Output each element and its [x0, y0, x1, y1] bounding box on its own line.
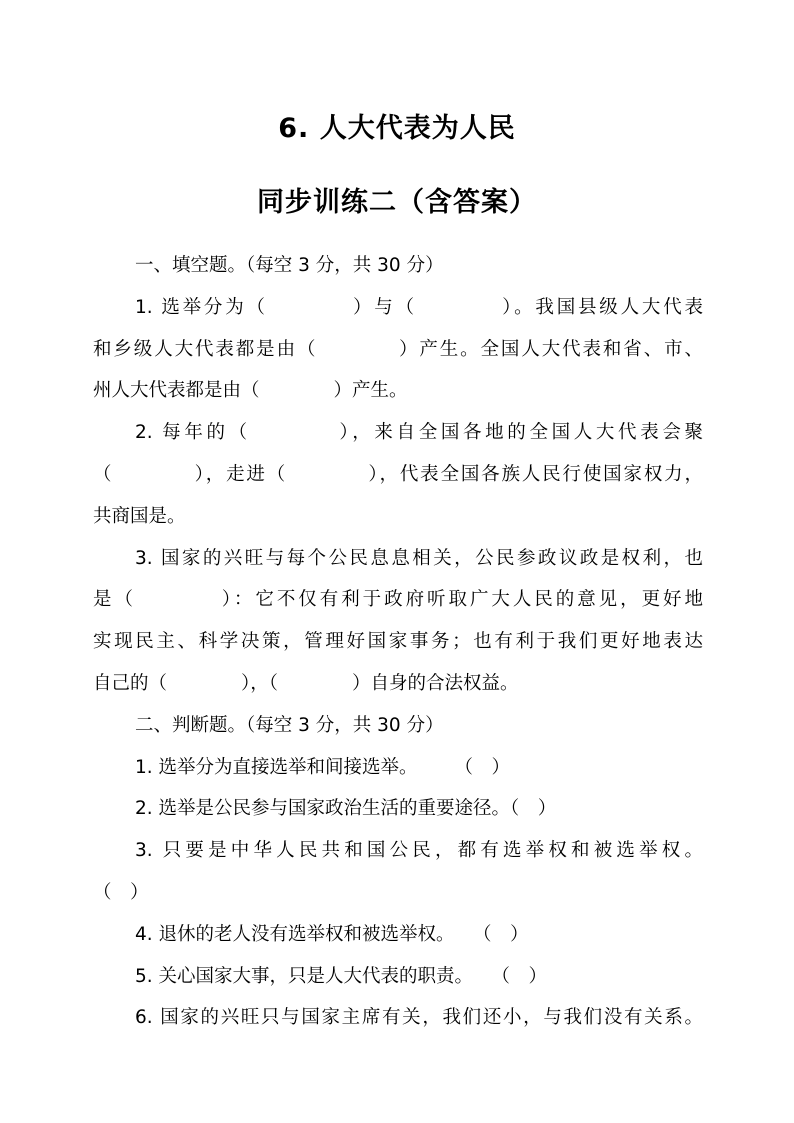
question-line: 5. 关心国家大事，只是人大代表的职责。 （ ）	[135, 965, 548, 987]
question-line: 州人大代表都是由（ ）产生。	[93, 380, 408, 402]
question-line: 实现民主、科学决策，管理好国家事务；也有利于我们更好地表达	[93, 631, 703, 653]
page-subtitle: 同步训练二（含答案）	[257, 187, 537, 218]
question-line: 共商国是。	[93, 505, 186, 527]
question-line: 6. 国家的兴旺只与国家主席有关，我们还小，与我们没有关系。	[135, 1007, 703, 1029]
question-line: 1. 选举分为（ ）与（ ）。我国县级人大代表	[135, 296, 703, 318]
page-title: 6. 人大代表为人民	[278, 113, 516, 144]
question-line: 2. 每年的（ ），来自全国各地的全国人大代表会聚	[135, 422, 703, 444]
question-line: 4. 退休的老人没有选举权和被选举权。 （ ）	[135, 923, 529, 945]
question-line: 3. 只要是中华人民共和国公民，都有选举权和被选举权。	[135, 840, 703, 862]
section-heading-fill-blank: 一、填空题。（每空 3 分，共 30 分）	[135, 255, 444, 276]
question-line: 和乡级人大代表都是由（ ）产生。全国人大代表和省、市、	[93, 338, 703, 360]
question-line: 是（ ）：它不仅有利于政府听取广大人民的意见，更好地	[93, 589, 703, 611]
question-line: 2. 选举是公民参与国家政治生活的重要途径。（ ）	[135, 798, 557, 820]
question-line: 1. 选举分为直接选举和间接选举。 （ ）	[135, 756, 511, 778]
question-line: （ ），走进（ ），代表全国各族人民行使国家权力，	[93, 463, 703, 485]
question-line: 自己的（ ），（ ）自身的合法权益。	[93, 672, 519, 694]
question-line: 3. 国家的兴旺与每个公民息息相关，公民参政议政是权利，也	[135, 547, 703, 569]
section-heading-true-false: 二、判断题。（每空 3 分，共 30 分）	[135, 714, 444, 736]
question-line: （ ）	[93, 881, 149, 903]
document-body	[93, 245, 703, 1039]
